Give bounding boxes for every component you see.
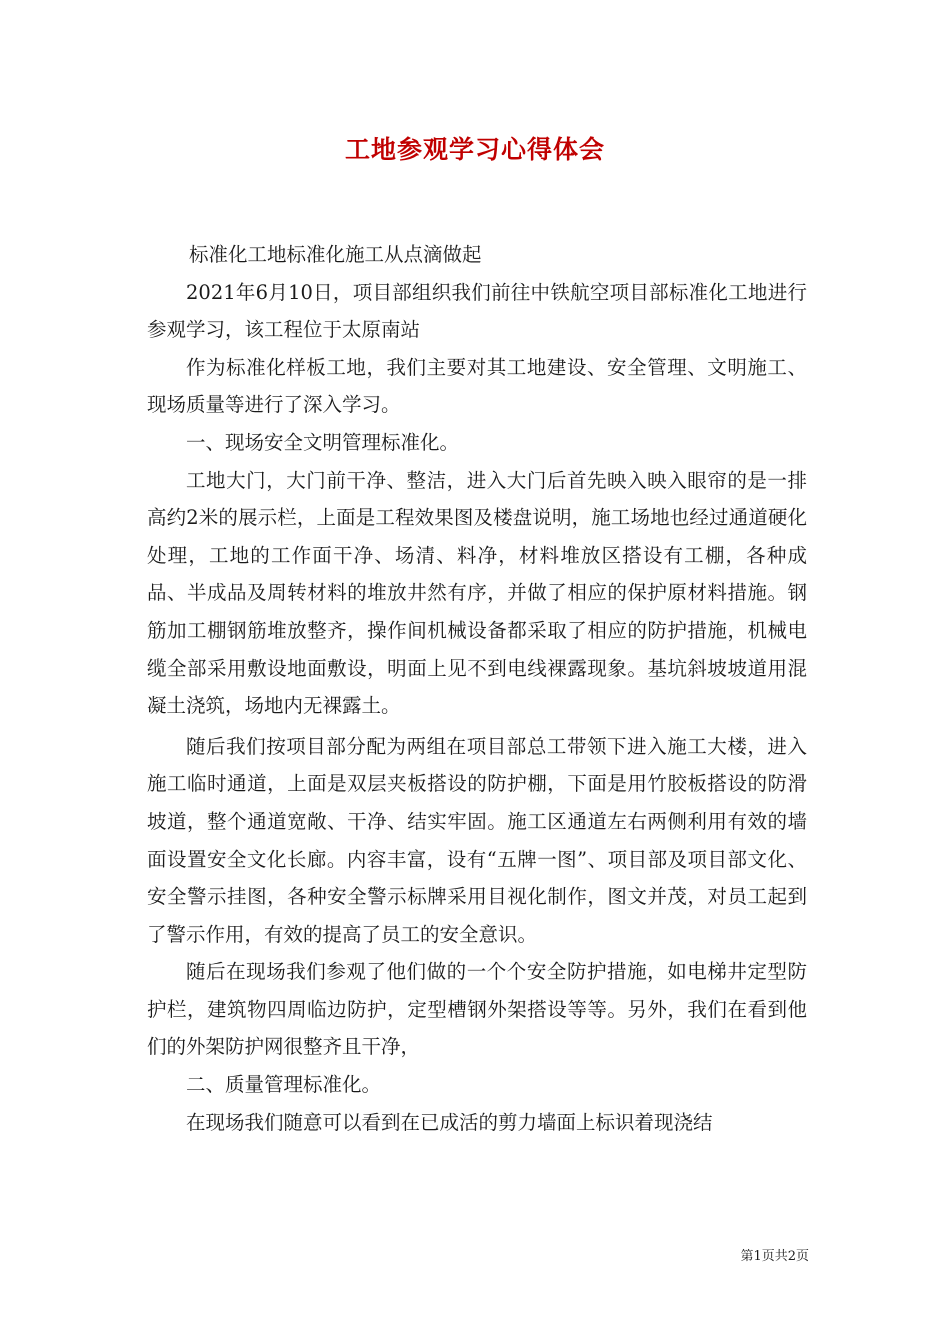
section-heading-safety: 一、现场安全文明管理标准化。	[186, 430, 460, 454]
paragraph-site-entrance: 工地大门，大门前干净、整洁，进入大门后首先映入映入眼帘的是一排高约2米的展示栏，上面是工程效果图及楼盘说明，施工场地也经过通道硬化处理，工地的工作面干净、场清、料净，材料堆放区搭设有工棚，各种成品、半成品及周转材料的堆放井然有序，并做了相应的保护原材料措施。钢筋加工棚钢筋堆放整齐，操作间机械设备都采取了相应的防护措施，机械电缆全部采用敷设地面敷设，明面上见不到电线裸露现象。基坑斜坡坡道用混凝土浇筑，场地内无裸露土。	[147, 468, 807, 718]
section-heading-quality: 二、质量管理标准化。	[186, 1073, 382, 1097]
paragraph-overview: 作为标准化样板工地，我们主要对其工地建设、安全管理、文明施工、现场质量等进行了深入学习。	[147, 355, 807, 417]
document-title: 工地参观学习心得体会	[344, 135, 605, 164]
paragraph-subtitle: 标准化工地标准化施工从点滴做起	[189, 243, 482, 266]
paragraph-building-tour: 随后我们按项目部分配为两组在项目部总工带领下进入施工大楼，进入施工临时通道，上面是双层夹板搭设的防护棚，下面是用竹胶板搭设的防滑坡道，整个通道宽敞、干净、结实牢固。施工区通道左右两侧利用有效的墙面设置安全文化长廊。内容丰富，设有“五牌一图”、项目部及项目部文化、安全警示挂图，各种安全警示标牌采用目视化制作，图文并茂，对员工起到了警示作用，有效的提高了员工的安全意识。	[147, 734, 807, 946]
paragraph-safety-measures: 随后在现场我们参观了他们做的一个个安全防护措施，如电梯井定型防护栏，建筑物四周临边防护，定型槽钢外架搭设等等。另外，我们在看到他们的外架防护网很整齐且干净，	[147, 960, 807, 1059]
paragraph-quality: 在现场我们随意可以看到在已成活的剪力墙面上标识着现浇结	[186, 1110, 713, 1134]
page-number: 第1页共2页	[740, 1249, 809, 1264]
paragraph-date: 2021年6月10日，项目部组织我们前往中铁航空项目部标准化工地进行参观学习，该工程位于太原南站	[147, 280, 807, 342]
document-body	[147, 236, 807, 1141]
